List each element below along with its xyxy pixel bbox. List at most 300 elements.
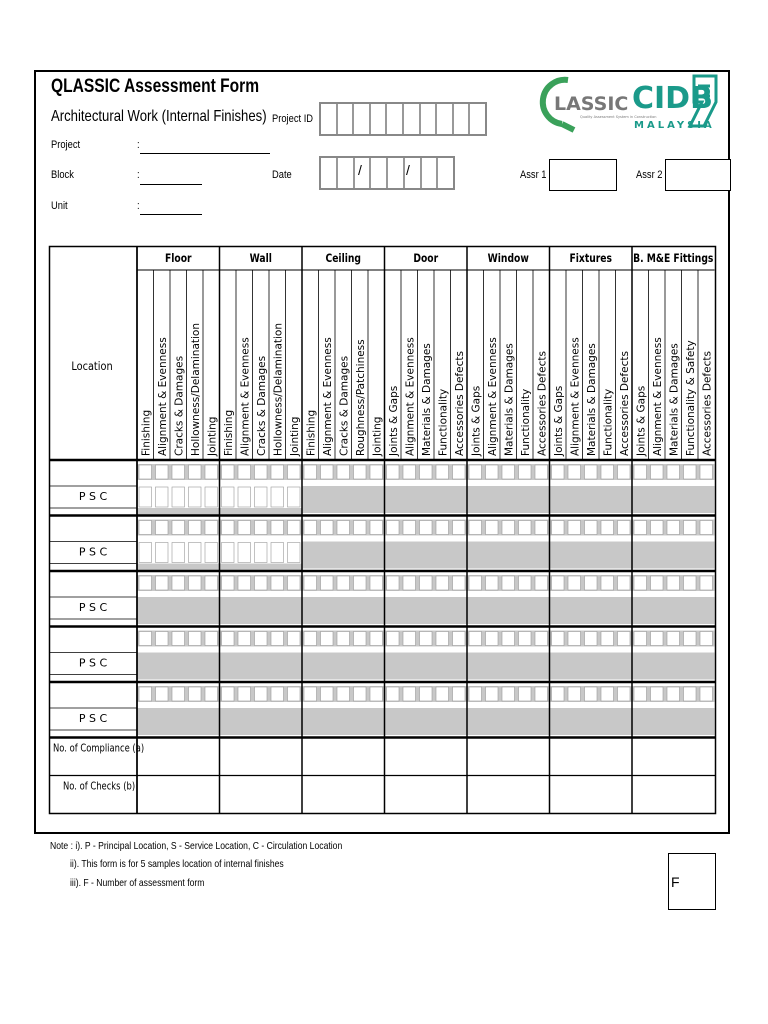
item-header: Joints & Gaps (552, 385, 565, 456)
check-box[interactable] (255, 543, 268, 563)
check-box[interactable] (238, 487, 251, 507)
check-box[interactable] (238, 576, 251, 590)
check-box[interactable] (420, 465, 433, 479)
check-box[interactable] (172, 576, 185, 590)
shaded-area (302, 653, 385, 680)
check-box[interactable] (370, 687, 383, 701)
item-header: Finishing (305, 409, 318, 456)
item-header: Alignment & Evenness (156, 337, 169, 456)
check-box[interactable] (568, 465, 581, 479)
check-box[interactable] (255, 487, 268, 507)
block-label: Block (51, 169, 74, 181)
item-header: Cracks & Damages (338, 355, 351, 456)
check-box[interactable] (205, 687, 218, 701)
shaded-area (302, 542, 385, 569)
shaded-area (385, 653, 468, 680)
check-box[interactable] (651, 687, 664, 701)
check-box[interactable] (172, 521, 185, 535)
check-box[interactable] (255, 521, 268, 535)
item-header: Joints & Gaps (470, 385, 483, 456)
check-box[interactable] (156, 576, 169, 590)
check-box[interactable] (403, 521, 416, 535)
item-header: Alignment & Evenness (404, 337, 417, 456)
check-box[interactable] (700, 632, 713, 646)
check-box[interactable] (585, 632, 598, 646)
psc-label: P S C (78, 545, 108, 559)
form-number-label: F (671, 874, 680, 890)
item-header: Materials & Damages (668, 343, 681, 456)
check-box[interactable] (205, 543, 218, 563)
check-box[interactable] (139, 465, 152, 479)
check-box[interactable] (651, 465, 664, 479)
assr2-input[interactable] (665, 159, 731, 191)
check-box[interactable] (684, 576, 697, 590)
note-line-1: Note : i). P - Principal Location, S - Service Location, C - Circulation Location (50, 840, 343, 852)
check-box[interactable] (552, 687, 565, 701)
shaded-area (467, 486, 550, 513)
check-box[interactable] (205, 576, 218, 590)
check-box[interactable] (288, 576, 301, 590)
check-box[interactable] (156, 465, 169, 479)
check-box[interactable] (304, 521, 317, 535)
shaded-area (550, 708, 633, 735)
check-box[interactable] (189, 543, 202, 563)
check-box[interactable] (502, 687, 515, 701)
check-box[interactable] (304, 465, 317, 479)
shaded-area (385, 486, 468, 513)
shaded-area (385, 708, 468, 735)
check-box[interactable] (321, 687, 334, 701)
check-box[interactable] (288, 465, 301, 479)
check-box[interactable] (535, 687, 548, 701)
check-box[interactable] (601, 687, 614, 701)
check-box[interactable] (255, 632, 268, 646)
check-box[interactable] (601, 521, 614, 535)
item-header: Functionality (602, 388, 615, 456)
group-header: B. M&E Fittings (633, 252, 714, 266)
block-colon: : (137, 169, 140, 181)
check-box[interactable] (684, 521, 697, 535)
check-box[interactable] (486, 632, 499, 646)
check-box[interactable] (535, 465, 548, 479)
check-box[interactable] (552, 632, 565, 646)
check-box[interactable] (667, 521, 680, 535)
check-box[interactable] (519, 632, 532, 646)
check-box[interactable] (436, 521, 449, 535)
item-header: Accessories Defects (536, 351, 549, 456)
qlassic-logo-tagline: Quality Assessment System in Construction (580, 115, 657, 119)
item-header: Functionality (437, 388, 450, 456)
check-box[interactable] (370, 632, 383, 646)
item-header: Alignment & Evenness (569, 337, 582, 456)
check-box[interactable] (700, 521, 713, 535)
check-box[interactable] (667, 632, 680, 646)
check-box[interactable] (502, 576, 515, 590)
group-header: Ceiling (325, 252, 362, 266)
unit-field[interactable] (140, 214, 202, 215)
item-header: Alignment & Evenness (486, 337, 499, 456)
item-header: Materials & Damages (503, 343, 516, 456)
check-box[interactable] (321, 465, 334, 479)
check-box[interactable] (387, 576, 400, 590)
cidb-logo (630, 72, 720, 132)
shaded-area (550, 542, 633, 569)
form-title: QLASSIC Assessment Form (51, 76, 260, 97)
date-input[interactable] (319, 156, 455, 190)
date-label: Date (272, 169, 292, 181)
check-box[interactable] (189, 576, 202, 590)
item-header: Cracks & Damages (173, 355, 186, 456)
check-box[interactable] (387, 632, 400, 646)
check-box[interactable] (156, 487, 169, 507)
check-box[interactable] (255, 576, 268, 590)
check-box[interactable] (568, 632, 581, 646)
check-box[interactable] (387, 521, 400, 535)
shaded-area (137, 597, 220, 624)
assr1-input[interactable] (549, 159, 617, 191)
item-header: Functionality (519, 388, 532, 456)
check-box[interactable] (139, 687, 152, 701)
check-box[interactable] (238, 543, 251, 563)
check-box[interactable] (354, 632, 367, 646)
item-header: Finishing (222, 409, 235, 456)
shaded-area (632, 542, 715, 569)
check-box[interactable] (238, 632, 251, 646)
form-subtitle: Architectural Work (Internal Finishes) (51, 108, 267, 125)
check-box[interactable] (222, 487, 235, 507)
check-box[interactable] (156, 521, 169, 535)
check-box[interactable] (337, 521, 350, 535)
group-header: Door (413, 252, 439, 266)
check-box[interactable] (502, 521, 515, 535)
check-box[interactable] (618, 465, 631, 479)
item-header: Alignment & Evenness (239, 337, 252, 456)
shaded-area (385, 597, 468, 624)
check-box[interactable] (321, 576, 334, 590)
item-header: Cracks & Damages (255, 355, 268, 456)
check-box[interactable] (634, 687, 647, 701)
check-box[interactable] (370, 465, 383, 479)
check-box[interactable] (403, 465, 416, 479)
check-box[interactable] (420, 687, 433, 701)
check-box[interactable] (684, 632, 697, 646)
check-box[interactable] (321, 632, 334, 646)
check-box[interactable] (469, 521, 482, 535)
check-box[interactable] (354, 687, 367, 701)
check-box[interactable] (205, 632, 218, 646)
group-header: Floor (164, 252, 192, 266)
item-header: Jointing (206, 416, 219, 456)
check-box[interactable] (618, 632, 631, 646)
check-box[interactable] (271, 487, 284, 507)
check-box[interactable] (205, 487, 218, 507)
shaded-area (632, 597, 715, 624)
note-line-2: ii). This form is for 5 samples location of internal finishes (70, 858, 284, 870)
assr2-label: Assr 2 (636, 169, 663, 181)
check-box[interactable] (651, 521, 664, 535)
check-box[interactable] (469, 687, 482, 701)
check-box[interactable] (189, 632, 202, 646)
check-box[interactable] (700, 687, 713, 701)
check-box[interactable] (288, 632, 301, 646)
check-box[interactable] (222, 543, 235, 563)
shaded-area (220, 597, 303, 624)
check-box[interactable] (172, 465, 185, 479)
check-box[interactable] (222, 576, 235, 590)
item-header: Hollowness/Delamination (189, 322, 202, 456)
shaded-area (302, 486, 385, 513)
check-box[interactable] (486, 521, 499, 535)
check-box[interactable] (453, 632, 466, 646)
check-box[interactable] (568, 576, 581, 590)
check-box[interactable] (139, 521, 152, 535)
unit-label: Unit (51, 200, 68, 212)
check-box[interactable] (552, 576, 565, 590)
check-box[interactable] (634, 576, 647, 590)
check-box[interactable] (288, 487, 301, 507)
check-box[interactable] (354, 465, 367, 479)
note-line-3: iii). F - Number of assessment form (70, 877, 205, 889)
group-header: Window (487, 252, 529, 266)
qlassic-logo (540, 74, 657, 132)
check-box[interactable] (453, 687, 466, 701)
check-box[interactable] (205, 521, 218, 535)
item-header: Finishing (140, 409, 153, 456)
check-box[interactable] (222, 465, 235, 479)
check-box[interactable] (601, 576, 614, 590)
check-box[interactable] (601, 632, 614, 646)
item-header: Jointing (371, 416, 384, 456)
check-box[interactable] (271, 632, 284, 646)
check-box[interactable] (420, 632, 433, 646)
check-box[interactable] (370, 521, 383, 535)
check-box[interactable] (156, 687, 169, 701)
check-box[interactable] (288, 521, 301, 535)
check-box[interactable] (601, 465, 614, 479)
check-box[interactable] (420, 576, 433, 590)
check-box[interactable] (684, 465, 697, 479)
shaded-area (550, 486, 633, 513)
check-box[interactable] (453, 521, 466, 535)
check-box[interactable] (139, 543, 152, 563)
check-box[interactable] (172, 632, 185, 646)
check-box[interactable] (387, 687, 400, 701)
check-box[interactable] (288, 687, 301, 701)
check-box[interactable] (585, 465, 598, 479)
check-box[interactable] (238, 465, 251, 479)
check-box[interactable] (189, 521, 202, 535)
check-box[interactable] (486, 687, 499, 701)
check-box[interactable] (222, 687, 235, 701)
check-box[interactable] (667, 687, 680, 701)
malaysia-logo-text: MALAYSIA (634, 120, 715, 131)
check-box[interactable] (436, 632, 449, 646)
check-box[interactable] (387, 465, 400, 479)
shaded-area (302, 708, 385, 735)
check-box[interactable] (535, 521, 548, 535)
project-label: Project (51, 139, 81, 151)
item-header: Jointing (288, 416, 301, 456)
shaded-area (137, 708, 220, 735)
item-header: Joints & Gaps (635, 385, 648, 456)
shaded-area (632, 653, 715, 680)
check-box[interactable] (403, 576, 416, 590)
item-header: Accessories Defects (618, 351, 631, 456)
check-box[interactable] (354, 521, 367, 535)
check-box[interactable] (651, 632, 664, 646)
shaded-area (137, 653, 220, 680)
check-box[interactable] (469, 465, 482, 479)
item-header: Materials & Damages (420, 343, 433, 456)
check-box[interactable] (222, 632, 235, 646)
check-box[interactable] (156, 543, 169, 563)
shaded-area (550, 597, 633, 624)
shaded-area (220, 653, 303, 680)
check-box[interactable] (354, 576, 367, 590)
check-box[interactable] (337, 465, 350, 479)
check-box[interactable] (552, 521, 565, 535)
check-box[interactable] (519, 576, 532, 590)
check-box[interactable] (502, 465, 515, 479)
check-box[interactable] (436, 576, 449, 590)
check-box[interactable] (469, 576, 482, 590)
shaded-area (385, 542, 468, 569)
check-box[interactable] (684, 687, 697, 701)
check-box[interactable] (255, 687, 268, 701)
form-number-box[interactable] (668, 853, 716, 910)
check-box[interactable] (271, 576, 284, 590)
check-box[interactable] (519, 521, 532, 535)
check-box[interactable] (172, 687, 185, 701)
check-box[interactable] (238, 521, 251, 535)
check-box[interactable] (370, 576, 383, 590)
check-box[interactable] (238, 687, 251, 701)
check-box[interactable] (667, 576, 680, 590)
shaded-area (467, 597, 550, 624)
check-box[interactable] (420, 521, 433, 535)
check-box[interactable] (139, 576, 152, 590)
check-box[interactable] (486, 576, 499, 590)
item-header: Roughness/Patchiness (354, 339, 367, 456)
shaded-area (220, 708, 303, 735)
item-header: Materials & Damages (585, 343, 598, 456)
check-box[interactable] (337, 632, 350, 646)
check-box[interactable] (618, 687, 631, 701)
check-box[interactable] (156, 632, 169, 646)
check-box[interactable] (205, 465, 218, 479)
check-box[interactable] (139, 632, 152, 646)
check-box[interactable] (172, 543, 185, 563)
check-box[interactable] (271, 543, 284, 563)
block-field[interactable] (140, 184, 202, 185)
check-box[interactable] (403, 687, 416, 701)
check-box[interactable] (667, 465, 680, 479)
shaded-area (632, 486, 715, 513)
check-box[interactable] (486, 465, 499, 479)
check-box[interactable] (337, 576, 350, 590)
date-separator-1: / (358, 162, 362, 178)
check-box[interactable] (304, 576, 317, 590)
compliance-label: No. of Compliance (a) (53, 742, 145, 755)
check-box[interactable] (519, 687, 532, 701)
shaded-area (302, 597, 385, 624)
shaded-area (467, 653, 550, 680)
unit-colon: : (137, 200, 140, 212)
check-box[interactable] (700, 465, 713, 479)
check-box[interactable] (519, 465, 532, 479)
group-header: Wall (249, 252, 272, 266)
check-box[interactable] (271, 687, 284, 701)
check-box[interactable] (271, 521, 284, 535)
check-box[interactable] (403, 632, 416, 646)
check-box[interactable] (189, 465, 202, 479)
check-box[interactable] (618, 576, 631, 590)
check-box[interactable] (337, 687, 350, 701)
check-box[interactable] (634, 465, 647, 479)
check-box[interactable] (552, 465, 565, 479)
check-box[interactable] (222, 521, 235, 535)
project-id-input[interactable] (319, 102, 487, 136)
check-box[interactable] (189, 487, 202, 507)
check-box[interactable] (502, 632, 515, 646)
check-box[interactable] (651, 576, 664, 590)
check-box[interactable] (321, 521, 334, 535)
check-box[interactable] (618, 521, 631, 535)
check-box[interactable] (585, 521, 598, 535)
check-box[interactable] (271, 465, 284, 479)
project-field[interactable] (140, 153, 270, 154)
checks-label: No. of Checks (b) (63, 780, 136, 793)
check-box[interactable] (436, 465, 449, 479)
check-box[interactable] (634, 521, 647, 535)
group-header: Fixtures (569, 252, 613, 266)
item-header: Functionality & Safety (684, 340, 697, 456)
check-box[interactable] (288, 543, 301, 563)
qlassic-logo-text: LASSIC (554, 93, 629, 115)
check-box[interactable] (469, 632, 482, 646)
project-colon: : (137, 139, 140, 151)
check-box[interactable] (634, 632, 647, 646)
check-box[interactable] (304, 687, 317, 701)
psc-label: P S C (78, 490, 108, 503)
check-box[interactable] (453, 465, 466, 479)
check-box[interactable] (568, 521, 581, 535)
check-box[interactable] (535, 576, 548, 590)
assessment-table (49, 246, 716, 814)
shaded-area (467, 542, 550, 569)
check-box[interactable] (700, 576, 713, 590)
check-box[interactable] (255, 465, 268, 479)
shaded-area (632, 708, 715, 735)
psc-label: P S C (78, 656, 108, 670)
shaded-area (550, 653, 633, 680)
check-box[interactable] (189, 687, 202, 701)
check-box[interactable] (453, 576, 466, 590)
psc-label: P S C (78, 712, 108, 725)
check-box[interactable] (139, 487, 152, 507)
assr1-label: Assr 1 (520, 169, 547, 181)
check-box[interactable] (172, 487, 185, 507)
check-box[interactable] (585, 576, 598, 590)
check-box[interactable] (568, 687, 581, 701)
location-header: Location (71, 359, 113, 374)
check-box[interactable] (535, 632, 548, 646)
check-box[interactable] (436, 687, 449, 701)
item-header: Alignment & Evenness (321, 337, 334, 456)
check-box[interactable] (304, 632, 317, 646)
cidb-logo-text: CIDB (632, 81, 713, 116)
check-box[interactable] (585, 687, 598, 701)
